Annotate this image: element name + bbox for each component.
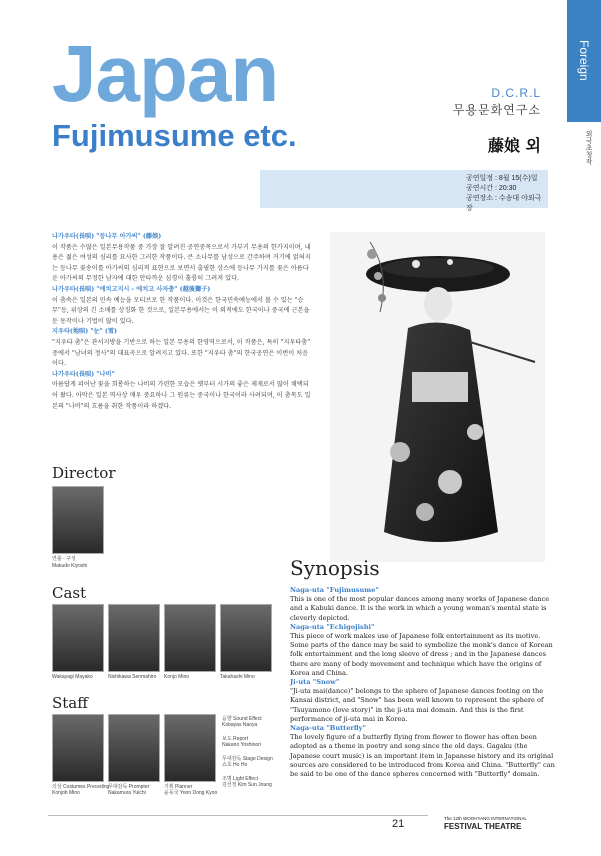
cast-photo — [108, 604, 160, 672]
synopsis-item-heading: Naga-uta "Fujimusume" — [290, 586, 379, 594]
staff-credit-name: 김선정 Kim Sun Joung — [222, 782, 272, 788]
cast-name: Nishikawa Senmahiro — [108, 674, 157, 680]
staff-role: 기획 Planner — [164, 784, 193, 790]
kr-heading: 나가우타(長唄) "나비" — [52, 370, 115, 378]
staff-photo — [108, 714, 160, 782]
staff-credit-role: 무대감독 Stage Design — [222, 756, 273, 762]
org-english: D.C.R.L — [491, 86, 541, 100]
kr-heading: 지우타(地唄) "눈" (雪) — [52, 328, 117, 336]
staff-credit-name: Nakano Yoshinori — [222, 742, 261, 748]
staff-credit-role: 음향 Sound Effect — [222, 716, 262, 722]
synopsis-item-text: "Ji-uta mai(dance)" belongs to the sphere of Japanese dances footing on the Kansai district, and "Snow" has been well known to represent the sphere of "Tsuyamono (love story)" in the ji-uta mai domain. And this is the first performance of ji-uta mai in Korea. — [290, 687, 544, 723]
kr-paragraph: 이 춤속은 일본의 민속 예능을 모티브로 한 작품이다. 이것은 한국민속예능에서 볼 수 있는 "승무"등, 위상의 긴 소매를 상징화 한 것으로, 일본무용에서는 이 외적에도 한국이나 중국에 근본을 둔 동작이나 기법이 많이 있다. — [52, 296, 310, 325]
kanji-title: 藤娘 외 — [487, 136, 541, 155]
staff-name: Nakamura Yuichi — [108, 790, 146, 796]
info-date: 공연일정 : 8월 15(수)일 — [466, 175, 538, 182]
staff-credit-name: Kobayas Naoya — [222, 722, 258, 728]
org-korean: 무용문화연구소 — [452, 103, 541, 117]
performance-info-box — [260, 170, 548, 212]
kr-heading: 나가우타(長唄) "등나무 아가씨" (藤娘) — [52, 233, 162, 240]
synopsis-body — [290, 586, 555, 779]
section-tab-label: Foreign — [577, 40, 591, 81]
korean-description — [52, 232, 312, 412]
staff-heading: Staff — [52, 694, 88, 712]
staff-credits-list — [222, 716, 273, 788]
synopsis-item-heading: Ji-uta "Snow" — [290, 678, 340, 687]
kr-paragraph: "지우타 춤"은 관서지방을 기반으로 하는 일본 무용의 한영역으로서, 이 작품은, 특히 "지우타춤" 중에서 "남녀의 정사"의 대표곡으로 알려지고 있다. 또한 "지우타 춤"의 한국공연은 이번이 처음이다. — [52, 338, 311, 368]
synopsis-item-heading: Naga-uta "Echigojishi" — [290, 622, 375, 631]
section-tab — [567, 0, 601, 122]
cast-photo — [52, 604, 104, 672]
cast-name: Konjo Mino — [164, 674, 190, 680]
kr-paragraph: 이 작품은 수많은 일본무용작품 중 가장 잘 알려진 공연중목으로서 가부키 무용의 한가지이며, 내용은 젊은 여성의 심리를 묘사한 그러한 작품이다. 큰 소나무를 남성으로 간주하며 거기에 얽혀지는 등나무 꽃송이를 아가씨의 심리적 표현으로 보면서 출필한 상스에 등나무 가지를 꽃은 아름다운 아가씨의 무정한 남자에 대한 안타까운 심경이 훌륭히 그려져 있다. — [52, 243, 311, 283]
staff-credit-role: 보도 Report — [222, 736, 249, 742]
staff-name: Konjob Mino — [52, 790, 80, 796]
kr-paragraph: 아름답게 피어난 꽃을 희롱하는 나비의 가련한 모습은 옛부터 시가의 좋은 제재로서 많이 채택되어 왔다. 아악은 일본 역사상 매우 중요하나 그 원류는 중국이나 한국이라 사려되며, 이 춤목도 일본의 "나비"의 흐름을 취한 작품이라 하겠다. — [52, 381, 311, 410]
bullet-dot-icon — [583, 116, 589, 122]
footer-divider — [48, 815, 428, 816]
director-photo — [52, 486, 104, 554]
staff-role: 의상 Costumes Preceding — [52, 784, 110, 790]
cast-photo — [164, 604, 216, 672]
staff-credit-name: 쇼호 Ho Ho — [222, 762, 248, 768]
page-title: Japan — [52, 29, 279, 118]
page-subtitle: Fujimusume etc. — [52, 118, 297, 153]
kr-heading: 나가우타(長唄) "에치고지시 - 에치고 사자춤" (越後獅子) — [52, 285, 211, 293]
cast-heading: Cast — [52, 584, 87, 602]
director-heading: Director — [52, 464, 116, 482]
festival-small-label: The 12th WOOHYANG INTERNATIONAL — [444, 816, 527, 821]
staff-name: 윤동국 Yoon Dong Kyoo — [164, 790, 218, 796]
festival-footer — [444, 816, 527, 832]
synopsis-item-heading: Naga-uta "Butterfly" — [290, 724, 366, 733]
staff-credit-role: 조명 Light Effect — [222, 776, 258, 782]
info-venue: 공연장소 : 수송대 야외극장 — [466, 195, 542, 212]
info-time: 공연시간 : 20:30 — [466, 185, 517, 192]
festival-name: FESTIVAL THEATRE — [444, 822, 522, 831]
page-number: 21 — [392, 818, 405, 830]
synopsis-heading: Synopsis — [290, 556, 380, 580]
staff-role: 무대감독 Prompter — [108, 784, 150, 790]
dancer-illustration — [330, 232, 545, 562]
cast-photo — [220, 604, 272, 672]
synopsis-item-text: This is one of the most popular dances among many works of Japanese dance and a Kabuki dance. It is the work in which a young woman's mental state is cleverly depicted. — [290, 595, 550, 622]
cast-name: Takahashi Mino — [220, 674, 255, 680]
section-side-label: 외국초청작 — [585, 130, 593, 165]
staff-photo — [52, 714, 104, 782]
synopsis-item-text: This piece of work makes use of Japanese folk entertainment as its motive. Some parts of the dance may be said to symbolize the monk's dance of Korean folk entertainment and the long sleeve of dress ; and in the Japanese dances there are many of body movement and technique which have the origins of Korea and China. — [290, 632, 553, 677]
staff-photo — [164, 714, 216, 782]
cast-name: Wakayagi Mayako — [52, 674, 93, 680]
director-caption-kr: 연출 · 구성 — [52, 556, 76, 562]
director-caption-en: Makudo Kiyoshi — [52, 563, 88, 569]
dancer-photo — [330, 232, 545, 562]
synopsis-item-text: The lovely figure of a butterfly flying from flower to flower has often been adopted as a theme in poetry and song since the old days. Gagaku (the Japanese court music) is an important item in Japanese history and its original sources are considered to be introduced from Korea and China. "Butterfly" can be said to be one of the dance spheres concerned with "Butterfly" domain. — [290, 733, 555, 779]
